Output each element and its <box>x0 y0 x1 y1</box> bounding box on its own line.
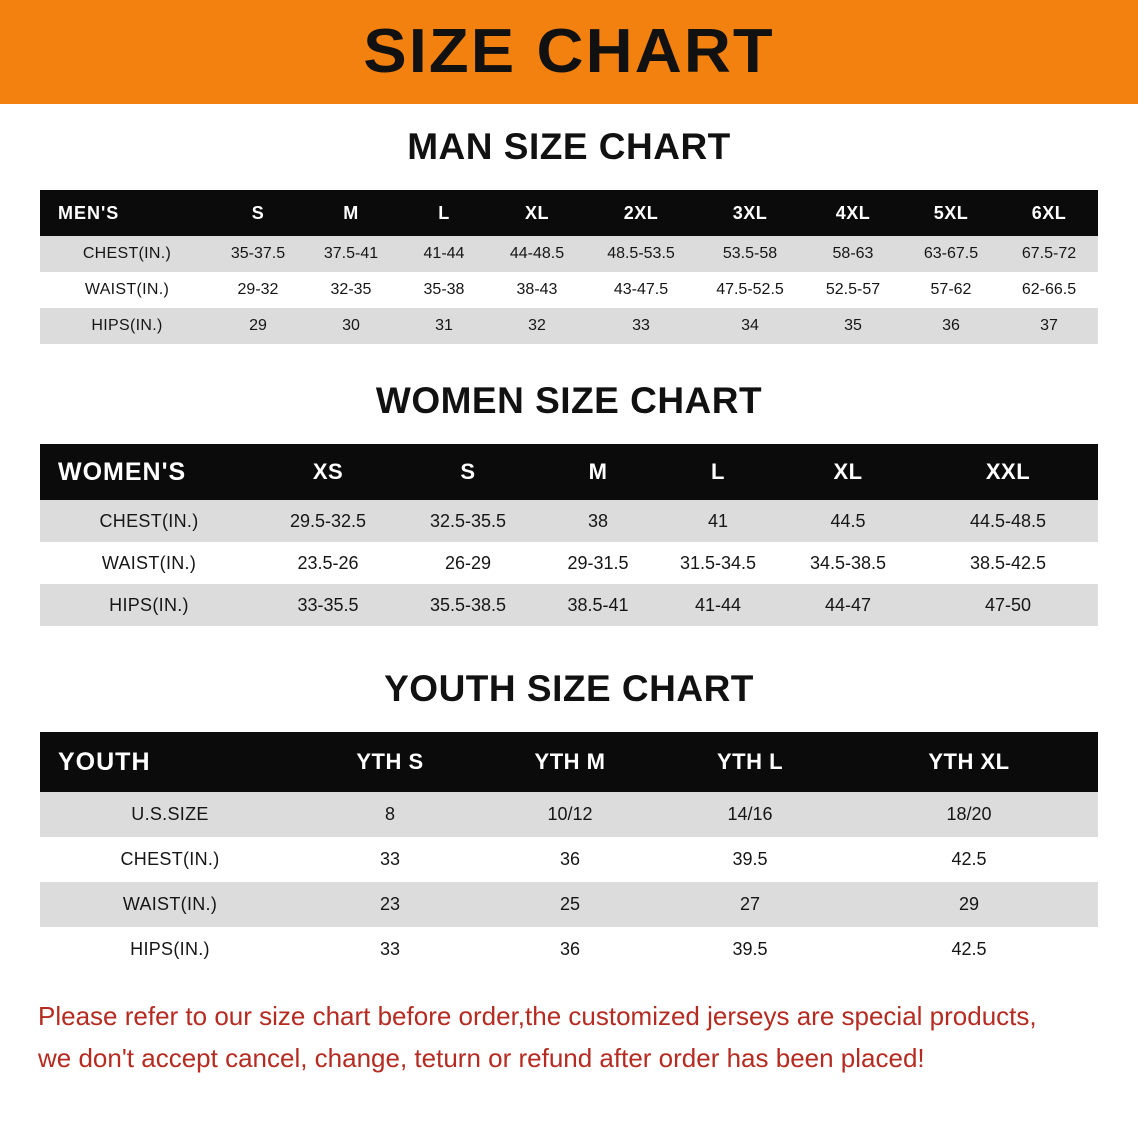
table-cell: 44.5 <box>830 510 866 531</box>
row-label: CHEST(IN.) <box>82 245 172 262</box>
table-corner-label: WOMEN'S <box>58 457 187 486</box>
women-table-header <box>40 444 1098 500</box>
table-cell: 57-62 <box>930 281 972 298</box>
table-cell: 35-38 <box>423 281 465 298</box>
column-header-xxl: XXL <box>985 459 1031 484</box>
table-cell: 32-35 <box>330 281 372 298</box>
table-cell: 29 <box>958 894 980 914</box>
table-cell: 31.5-34.5 <box>679 552 757 573</box>
row-label: U.S.SIZE <box>131 804 209 824</box>
column-header-xs: XS <box>312 459 344 484</box>
table-header-row <box>40 444 1098 500</box>
table-cell: 37 <box>1040 317 1058 334</box>
row-label: HIPS(IN.) <box>130 939 210 959</box>
table-row <box>40 500 1098 542</box>
table-cell: 36 <box>559 849 581 869</box>
table-cell: 32 <box>528 317 546 334</box>
men-table-header <box>40 190 1098 236</box>
table-cell: 33 <box>379 849 401 869</box>
column-header-xl: XL <box>524 202 549 223</box>
table-cell: 47.5-52.5 <box>716 281 784 298</box>
women-table-wrap <box>0 444 1138 626</box>
table-cell: 26-29 <box>444 552 492 573</box>
man-table-wrap <box>0 190 1138 344</box>
youth-table-body <box>40 792 1098 972</box>
table-cell: 37.5-41 <box>323 245 379 262</box>
table-row <box>40 584 1098 626</box>
table-cell: 43-47.5 <box>613 281 669 298</box>
row-label: WAIST(IN.) <box>101 552 197 573</box>
men-table-body <box>40 236 1098 344</box>
column-header-yth-m: YTH M <box>534 749 606 774</box>
table-cell: 36 <box>559 939 581 959</box>
table-cell: 33-35.5 <box>297 594 359 615</box>
table-cell: 67.5-72 <box>1021 245 1077 262</box>
table-cell: 32.5-35.5 <box>429 510 507 531</box>
table-row <box>40 927 1098 972</box>
table-cell: 8 <box>384 804 395 824</box>
column-header-2xl: 2XL <box>623 202 659 223</box>
table-cell: 44-47 <box>824 594 872 615</box>
women-table-body <box>40 500 1098 626</box>
column-header-4xl: 4XL <box>835 202 871 223</box>
table-cell: 63-67.5 <box>923 245 979 262</box>
column-header-l: L <box>711 459 725 484</box>
column-header-s: S <box>460 459 476 484</box>
table-cell: 48.5-53.5 <box>607 245 675 262</box>
column-header-yth-s: YTH S <box>356 749 424 774</box>
column-header-5xl: 5XL <box>933 202 969 223</box>
column-header-yth-xl: YTH XL <box>928 749 1010 774</box>
table-cell: 30 <box>342 317 360 334</box>
man-section-title: MAN SIZE CHART <box>407 126 731 167</box>
table-cell: 34 <box>741 317 759 334</box>
row-label: WAIST(IN.) <box>122 894 218 914</box>
table-cell: 23 <box>379 894 401 914</box>
table-cell: 34.5-38.5 <box>809 552 887 573</box>
column-header-s: S <box>251 202 265 223</box>
table-cell: 10/12 <box>547 804 593 824</box>
youth-table-wrap <box>0 732 1138 972</box>
table-row <box>40 882 1098 927</box>
table-row <box>40 308 1098 344</box>
table-cell: 39.5 <box>732 849 768 869</box>
youth-section-title: YOUTH SIZE CHART <box>384 668 754 709</box>
policy-note-line-1: Please refer to our size chart before order,the customized jerseys are special products, <box>38 1001 1037 1031</box>
table-header-row <box>40 732 1098 792</box>
banner-title: SIZE CHART <box>363 17 775 86</box>
table-cell: 36 <box>942 317 960 334</box>
table-cell: 44.5-48.5 <box>969 510 1047 531</box>
table-row <box>40 272 1098 308</box>
table-cell: 18/20 <box>946 804 992 824</box>
table-cell: 29-32 <box>237 281 279 298</box>
table-row <box>40 542 1098 584</box>
table-cell: 38 <box>587 510 609 531</box>
column-header-l: L <box>438 202 450 223</box>
table-cell: 44-48.5 <box>509 245 565 262</box>
table-corner-label: MEN'S <box>58 202 120 223</box>
women-size-table <box>40 444 1098 626</box>
table-header-row <box>40 190 1098 236</box>
banner <box>0 0 1138 104</box>
table-cell: 41-44 <box>423 245 465 262</box>
column-header-m: M <box>588 459 608 484</box>
table-cell: 62-66.5 <box>1021 281 1077 298</box>
table-cell: 42.5 <box>951 849 987 869</box>
column-header-xl: XL <box>833 459 863 484</box>
row-label: WAIST(IN.) <box>84 281 170 298</box>
women-section-title: WOMEN SIZE CHART <box>375 380 763 421</box>
column-header-6xl: 6XL <box>1031 202 1067 223</box>
table-cell: 31 <box>435 317 453 334</box>
policy-note <box>38 996 1100 1079</box>
table-cell: 27 <box>739 894 761 914</box>
table-cell: 58-63 <box>832 245 874 262</box>
men-size-table <box>40 190 1098 344</box>
table-cell: 39.5 <box>732 939 768 959</box>
table-cell: 52.5-57 <box>825 281 881 298</box>
row-label: CHEST(IN.) <box>99 510 199 531</box>
column-header-m: M <box>343 202 359 223</box>
policy-note-line-2: we don't accept cancel, change, teturn or refund after order has been placed! <box>38 1042 925 1073</box>
table-cell: 33 <box>379 939 401 959</box>
table-cell: 35-37.5 <box>230 245 286 262</box>
youth-table-header <box>40 732 1098 792</box>
youth-size-table <box>40 732 1098 972</box>
table-row <box>40 236 1098 272</box>
column-header-yth-l: YTH L <box>716 749 784 774</box>
table-cell: 53.5-58 <box>722 245 778 262</box>
table-cell: 35.5-38.5 <box>429 594 507 615</box>
table-cell: 41-44 <box>694 594 742 615</box>
row-label: HIPS(IN.) <box>91 317 163 334</box>
table-cell: 38-43 <box>516 281 558 298</box>
table-cell: 14/16 <box>727 804 773 824</box>
table-cell: 41 <box>707 510 729 531</box>
table-cell: 38.5-41 <box>567 594 629 615</box>
table-corner-label: YOUTH <box>58 747 151 776</box>
table-cell: 42.5 <box>951 939 987 959</box>
row-label: CHEST(IN.) <box>120 849 220 869</box>
table-cell: 23.5-26 <box>297 552 359 573</box>
table-cell: 29-31.5 <box>567 552 629 573</box>
column-header-3xl: 3XL <box>732 202 768 223</box>
table-cell: 38.5-42.5 <box>969 552 1047 573</box>
table-row <box>40 792 1098 837</box>
table-cell: 29 <box>249 317 267 334</box>
table-cell: 35 <box>844 317 862 334</box>
table-row <box>40 837 1098 882</box>
table-cell: 29.5-32.5 <box>289 510 367 531</box>
table-cell: 47-50 <box>984 594 1032 615</box>
table-cell: 25 <box>559 894 581 914</box>
table-cell: 33 <box>632 317 650 334</box>
row-label: HIPS(IN.) <box>109 594 189 615</box>
